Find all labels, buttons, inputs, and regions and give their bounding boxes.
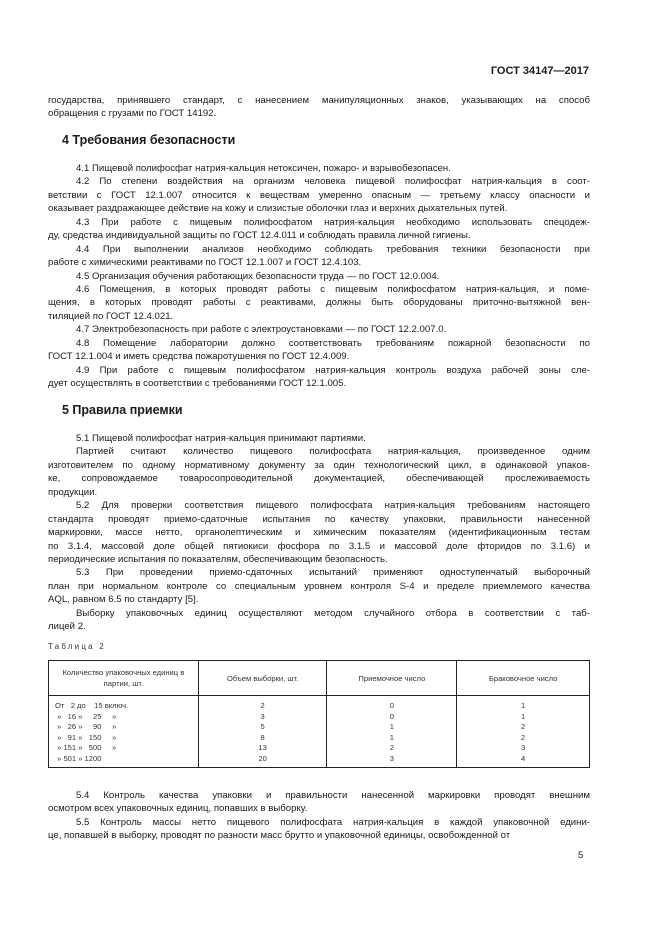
column-header: Объем выборки, шт. [198,661,327,696]
text-line: оказывает раздражающее действие на кожу и слизистые оболочки глаз и верхних дыхательных путей. [48,203,508,215]
text-line: щения, в которых проводят работы с реактивами, должны быть оборудованы приточно-вытяжной вен- [48,297,590,309]
table-cell: 3 [198,712,327,723]
text-line: 4.7 Электробезопасность при работе с электроустановками — по ГОСТ 12.2.007.0. [76,324,447,336]
table-cell: От 2 до 15 включ. [49,696,199,712]
table-cell: 0 [327,696,457,712]
table-cell: 1 [457,712,590,723]
table-cell: 1 [327,733,457,744]
text-line: 4.6 Помещения, в которых проводят работы с пищевым полифосфатом натрия-кальция, и поме- [76,283,590,295]
table-cell: 2 [198,696,327,712]
table-cell: 3 [327,754,457,767]
text-line: Выборку упаковочных единиц осуществляют методом случайного отбора в соответствии с таб- [76,607,590,619]
paragraph [48,162,590,175]
text-line: продукции. [48,486,98,498]
text-line: дует осуществлять в соответствии с требованиями ГОСТ 12.1.005. [48,378,347,389]
paragraph [48,607,590,634]
section-4-heading: 4 Требования безопасности [62,133,236,147]
text-line: 5.2 Для проверки соответствия пищевого полифосфата натрия-кальция требованиям настоящего [76,500,590,512]
table-row [49,712,590,723]
text-line: 4.1 Пищевой полифосфат натрия-кальция нетоксичен, пожаро- и взрывобезопасен. [76,163,451,174]
section-5-heading: 5 Правила приемки [62,403,183,417]
text-line: 4.8 Помещение лаборатории должно соответствовать требованиям пожарной безопасности по [76,337,590,349]
intro-paragraph [48,94,590,121]
table-row [49,733,590,744]
text-line: осмотром всех упаковочных единиц, попавших в выборку. [48,803,308,815]
paragraph [48,270,590,283]
paragraph [48,337,590,364]
text-line: 5.4 Контроль качества упаковки и правильности нанесенной маркировки проводят внешним [76,790,590,801]
text-line: 4.9 При работе с пищевым полифосфатом натрия-кальция контроль воздуха рабочей зоны сле- [76,364,590,376]
table-cell: 1 [457,696,590,712]
table-row [49,743,590,754]
paragraph [48,243,590,270]
table-cell: » 16 » 25 » [49,712,199,723]
table-cell: » 501 » 1200 [49,754,199,767]
paragraph [48,94,590,121]
table-cell: 2 [457,722,590,733]
text-line: ду, средства индивидуальной защиты по ГОСТ 12.4.011 и соблюдать правила личной гигиены. [48,230,471,242]
text-line: це, попавшей в выборку, проводят по разности масс брутто и упаковочной единицы, освобожденной от [48,830,511,842]
text-line: ГОСТ 12.1.004 и иметь средства пожаротушения по ГОСТ 12.4.009. [48,351,350,363]
paragraph [48,445,590,499]
section-5-continued [48,789,590,843]
sampling-table [48,660,590,768]
table-cell: 0 [327,712,457,723]
text-line: тиляцией по ГОСТ 12.4.021. [48,310,174,322]
table-cell: 3 [457,743,590,754]
table-cell: » 91 » 150 » [49,733,199,744]
text-line: 4.5 Организация обучения работающих безопасности труда — по ГОСТ 12.0.004. [76,270,440,282]
text-line: Партией считают количество пищевого полифосфата натрия-кальция, произведенное одним [76,446,590,458]
paragraph [48,566,590,606]
text-line: маркировки, массе нетто, органолептическим и химическим показателям (идентификационным тестам [48,527,590,539]
paragraph [48,364,590,391]
paragraph [48,323,590,336]
paragraph [48,283,590,323]
text-line: 5.1 Пищевой полифосфат натрия-кальция принимают партиями. [76,433,366,444]
text-line: лицей 2. [48,621,86,633]
table-header-row [49,661,590,696]
column-header: Количество упаковочных единиц в партии, шт. [49,661,199,696]
table-row [49,722,590,733]
table-caption: Таблица 2 [48,642,106,651]
text-line: 4.3 При работе с пищевым полифосфатом натрия-кальция необходимо использовать спецодеж- [76,216,590,228]
text-line: 5.3 При проведении приемо-сдаточных испытаний применяют одноступенчатый выборочный [76,567,590,579]
page-number: 5 [578,850,584,861]
text-line: план при нормальном контроле со специальным уровнем контроля S-4 и пределе приемлемого качества [48,580,590,592]
column-header: Приемочное число [327,661,457,696]
document-header: ГОСТ 34147—2017 [490,65,589,77]
paragraph [48,432,590,445]
text-line: периодические испытания по показателям, обеспечивающим безопасность. [48,553,388,565]
paragraph [48,216,590,243]
text-line: ке, сопровождаемое товаросопроводительной документацией, обеспечивающей прослеживаемость [48,473,590,485]
text-line: по 3.1.4, массовой доле общей пятиокиси фосфора по 3.1.5 и массовой доле фторидов по 3.1.6) и [48,540,590,552]
section-5-body [48,432,590,634]
text-line: ветствии с ГОСТ 12.1.007 относится к веществам умеренно опасным — третьему классу опасности и [48,189,590,201]
table-cell: 8 [198,733,327,744]
table-cell: 4 [457,754,590,767]
table-cell: » 151 » 500 » [49,743,199,754]
text-line: 5.5 Контроль массы нетто пищевого полифосфата натрия-кальция в каждой упаковочной едини- [76,816,590,828]
text-line: государства, принявшего стандарт, с нанесением манипуляционных знаков, указывающих на способ [48,95,590,106]
text-line: AQL, равном 6.5 по стандарту [5]. [48,594,199,606]
paragraph [48,789,590,816]
text-line: стандарта проводят приемо-сдаточные испытания по качеству упаковки, правильности нанесенной [48,513,590,525]
table-cell: » 26 » 90 » [49,722,199,733]
table-row [49,754,590,767]
paragraph [48,499,590,566]
table-cell: 20 [198,754,327,767]
section-4-body [48,162,590,390]
table-cell: 2 [457,733,590,744]
table-cell: 13 [198,743,327,754]
paragraph [48,175,590,215]
paragraph [48,816,590,843]
table-cell: 5 [198,722,327,733]
text-line: 4.4 При выполнении анализов необходимо соблюдать требования техники безопасности при [76,243,590,255]
table-cell: 2 [327,743,457,754]
text-line: работе с химическими реактивами по ГОСТ 12.1.007 и ГОСТ 12.4.103. [48,257,362,269]
text-line: обращения с грузами по ГОСТ 14192. [48,108,217,120]
table-row [49,696,590,712]
text-line: изготовителем по одному нормативному документу за один технологический цикл, в одинаковой упаков- [48,459,590,471]
text-line: 4.2 По степени воздействия на организм человека пищевой полифосфат натрия-кальция в соот- [76,176,590,188]
table-cell: 1 [327,722,457,733]
column-header: Браковочное число [457,661,590,696]
